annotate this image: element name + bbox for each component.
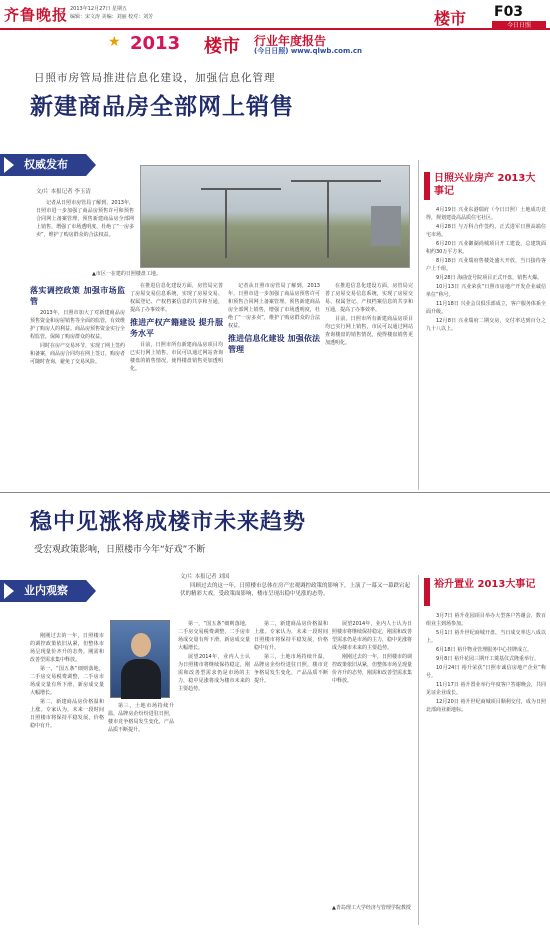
story1-paragraph: 在推进信息化建设方面，房管局完善了房屋交易信息系统，实现了房屋交易、权属登记、产权档案信息的共享和互通，提高了办事效率。 xyxy=(325,283,413,313)
column-divider xyxy=(418,160,419,490)
sidebar-accent-bar xyxy=(424,578,430,606)
timeline-entry: 6月18日 裕升物业管理服务中心挂牌成立。 xyxy=(436,647,533,653)
timeline-entry: 8月18日 兴业瑞府售楼处盛大开放，当日接待客户上千组。 xyxy=(426,258,546,272)
portrait-caption: ▲青岛理工大学经济与管理学院教授 xyxy=(332,905,411,911)
story1-paragraph: 在推进信息化建设方面，房管局完善了房屋交易信息系统，实现了房屋交易、权属登记、产权档案信息的共享和互通，提高了办事效率。 xyxy=(130,283,223,313)
masthead-meta xyxy=(70,5,153,21)
timeline-entry: 3月7日 裕升花园项目举办大型客户答谢会，数百组业主到场参加。 xyxy=(426,613,546,627)
suit-shape xyxy=(121,659,161,699)
sidebar1-title: 日照兴业房产 2013大事记 xyxy=(434,173,536,197)
story1-paragraph: 目前，日照市所有新建商品房项目均已实行网上销售，市民可以通过网站查询楼盘的销售情况，使得楼盘销售更加透明化。 xyxy=(130,342,223,372)
story2-paragraph: 刚刚过去的一年，日照楼市的调控政策依旧从紧，但整体市场呈现量价齐升的态势，刚需和改善型需求集中释放。 xyxy=(30,633,104,663)
timeline-entry: 10月13日 兴业荣获“日照市房地产开发企业诚信单位”称号。 xyxy=(426,284,546,298)
banner-title: 行业年度报告 xyxy=(254,34,327,48)
crane-jib xyxy=(201,188,281,190)
story2-intro-text: 回顾过去的这一年，日照楼市总体在房产宏观调控政策的影响下，上演了一幕又一幕跌宕起伏的精彩大戏。受政策面影响，楼市呈现出稳中见涨的态势。 xyxy=(180,583,410,597)
story2-headline: 稳中见涨将成楼市未来趋势 xyxy=(30,510,307,535)
story1-tag-label: 权威发布 xyxy=(24,158,68,171)
timeline-entry: 12月20日 裕升世纪商城项目顺利交付，成为日照北部商业新地标。 xyxy=(426,699,546,713)
newspaper-logo: 齐鲁晚报 xyxy=(4,6,69,24)
story1-paragraph: 同时在房产交易环节，实现了网上签约和备案，商品房合同均在网上签订，购房者可随时查询，避免了交易风险。 xyxy=(30,343,125,365)
sidebar2-timeline xyxy=(426,612,546,924)
story2-column-2 xyxy=(108,702,174,922)
story1-headline: 新建商品房全部网上销售 xyxy=(30,94,294,120)
story1-lead xyxy=(36,199,134,263)
sidebar-accent-bar xyxy=(424,172,430,200)
timeline-entry: 4月28日 与万科合作签约，正式进军日照高端住宅市场。 xyxy=(426,224,546,238)
masthead xyxy=(0,0,550,30)
story1-subhead: 推进产权产籍建设 提升服务水平 xyxy=(130,318,223,338)
sidebar2-title: 裕升置业 2013大事记 xyxy=(434,579,536,590)
timeline-entry: 10月24日 裕升荣获“日照市诚信房地产企业”称号。 xyxy=(426,665,546,679)
masthead-date: 2013年12月27日 星期五 xyxy=(70,6,128,12)
timeline-entry: 12月8日 兴业瑞府二期交房，交付率达到百分之九十八以上。 xyxy=(426,318,546,332)
story2-paragraph: 展望2014年，业内人士认为日照楼市将继续保持稳定，刚需和改善型需求仍是市场的主力，稳中见涨将成为楼市未来的主要趋势。 xyxy=(332,621,412,651)
story2-paragraph: 第三，土地市场持续升温，品牌房企纷纷进驻日照，楼市竞争格局发生变化，产品品质不断提升。 xyxy=(108,703,174,733)
story2-paragraph: 第三，土地市场持续升温，品牌房企纷纷进驻日照，楼市竞争格局发生变化，产品品质不断提升。 xyxy=(254,654,328,684)
arrow-icon xyxy=(4,583,14,599)
page-number: F03 xyxy=(494,4,524,20)
banner-year: 2013 xyxy=(130,33,181,54)
arrow-icon xyxy=(4,157,14,173)
crane-jib xyxy=(291,180,381,182)
story1-subhead: 落实调控政策 加强市场监管 xyxy=(30,286,125,306)
face-shape xyxy=(131,633,151,657)
crane-mast xyxy=(225,188,227,258)
masthead-editors: 编辑：宋文涛 美编：刘丽 校对：刘芳 xyxy=(70,14,154,20)
story2-paragraph: 第二，新建商品房价格温和上涨。专家认为，未来一段时间日照楼市将保持平稳发展，价格稳中有升。 xyxy=(254,621,328,651)
story1-lead-text: 记者从日照市房管局了解到，2013年，日照市进一步加强了商品房预售许可和预售合同网上备案管理，预售新建商品房全部网上销售，增强了市场透明度，杜绝了“一房多卖”，维护了购房群众的合法权益。 xyxy=(36,200,134,238)
construction-site-photo xyxy=(140,165,410,268)
story2-byline: 文/片 本报记者 刘国 xyxy=(180,574,230,580)
story2-intro xyxy=(180,582,410,612)
story2-column-5 xyxy=(332,620,412,900)
timeline-entry: 11月18日 兴业会员俱乐部成立，客户服务体系全面升级。 xyxy=(426,301,546,315)
column-divider xyxy=(418,575,419,925)
story1-column-1 xyxy=(30,282,125,480)
crane-mast xyxy=(327,180,329,258)
story2-paragraph: 第一，“国五条”细则落地，二手房交易税费调整，二手房市场成交量有所下滑，新房成交量大幅增长。 xyxy=(178,621,250,651)
story1-subhead: 推进信息化建设 加强依法管理 xyxy=(228,334,320,354)
expert-portrait-photo xyxy=(110,620,170,698)
banner-site: (今日日照) www.qlwb.com.cn xyxy=(254,47,363,55)
section-name: 楼市 xyxy=(434,9,467,28)
timeline-entry: 9月8日 裕升花园三期开工奠基仪式隆重举行。 xyxy=(436,656,539,662)
story2-paragraph: 展望2014年，业内人士认为日照楼市将继续保持稳定，刚需和改善型需求仍是市场的主力，稳中见涨将成为楼市未来的主要趋势。 xyxy=(178,654,250,692)
timeline-entry: 4月19日 兴业东港瑞府（今日日照）土地成功竞得，规划建设高品质住宅社区。 xyxy=(426,207,546,221)
story1-kicker: 日照市房管局推进信息化建设，加强信息化管理 xyxy=(34,72,276,84)
timeline-entry: 6月20日 兴业御湖尚城项目开工建设，总建筑面积约30万平方米。 xyxy=(426,241,546,255)
photo-caption: ▲市区一在建的日照楼盘工地。 xyxy=(92,271,161,277)
story2-paragraph: 第二，新建商品房价格温和上涨。专家认为，未来一段时间日照楼市将保持平稳发展，价格稳中有升。 xyxy=(30,699,104,729)
sidebar1-timeline xyxy=(426,206,546,488)
story1-column-2 xyxy=(130,282,223,480)
story2-paragraph: 第一，“国五条”细则落地，二手房交易税费调整，二手房市场成交量有所下滑，新房成交量大幅增长。 xyxy=(30,666,104,696)
story1-paragraph: 目前，日照市所有新建商品房项目均已实行网上销售，市民可以通过网站查询楼盘的销售情况，使得楼盘销售更加透明化。 xyxy=(325,316,413,346)
story1-column-4 xyxy=(325,282,413,480)
story2-column-3 xyxy=(178,620,250,922)
star-icon: ★ xyxy=(108,34,121,50)
story2-section-tag xyxy=(0,580,86,602)
story1-byline: 文/片 本报记者 李玉清 xyxy=(36,189,91,195)
banner-word: 楼市 xyxy=(204,36,240,57)
timeline-entry: 9月28日 海曲壹号院项目正式开盘，销售火爆。 xyxy=(436,275,543,281)
story1-paragraph: 记者从日照市房管局了解到，2013年，日照市进一步加强了商品房预售许可和预售合同网上备案管理，预售新建商品房全部网上销售，增强了市场透明度，杜绝了“一房多卖”，维护了购房群众的合法权益。 xyxy=(228,283,320,329)
story2-column-1 xyxy=(30,632,104,922)
story1-section-tag xyxy=(0,154,86,176)
annual-report-banner xyxy=(108,30,430,57)
story2-paragraph: 刚刚过去的一年，日照楼市的调控政策依旧从紧，但整体市场呈现量价齐升的态势，刚需和改善型需求集中释放。 xyxy=(332,654,412,684)
timeline-entry: 11月17日 裕升置业举行年度客户答谢晚会，共同见证企业成长。 xyxy=(426,682,546,696)
story2-column-4 xyxy=(254,620,328,922)
story2-tag-label: 业内观察 xyxy=(24,584,68,597)
timeline-entry: 5月1日 裕升世纪商城开盘，当日成交率达八成以上。 xyxy=(426,630,546,644)
edition-label: 今日日照 xyxy=(492,21,546,30)
story2-subhead: 受宏观政策影响，日照楼市今年“好戏”不断 xyxy=(34,545,206,555)
building-frame xyxy=(371,206,401,246)
section-divider xyxy=(0,492,550,493)
story1-column-3 xyxy=(228,282,320,480)
story1-paragraph: 2013年，日照市加大了对新建商品房预售资金和房屋销售等全面的监管，有效维护了购房人的利益。商品房预售资金实行全程监管，保障了购房群众的权益。 xyxy=(30,310,125,340)
